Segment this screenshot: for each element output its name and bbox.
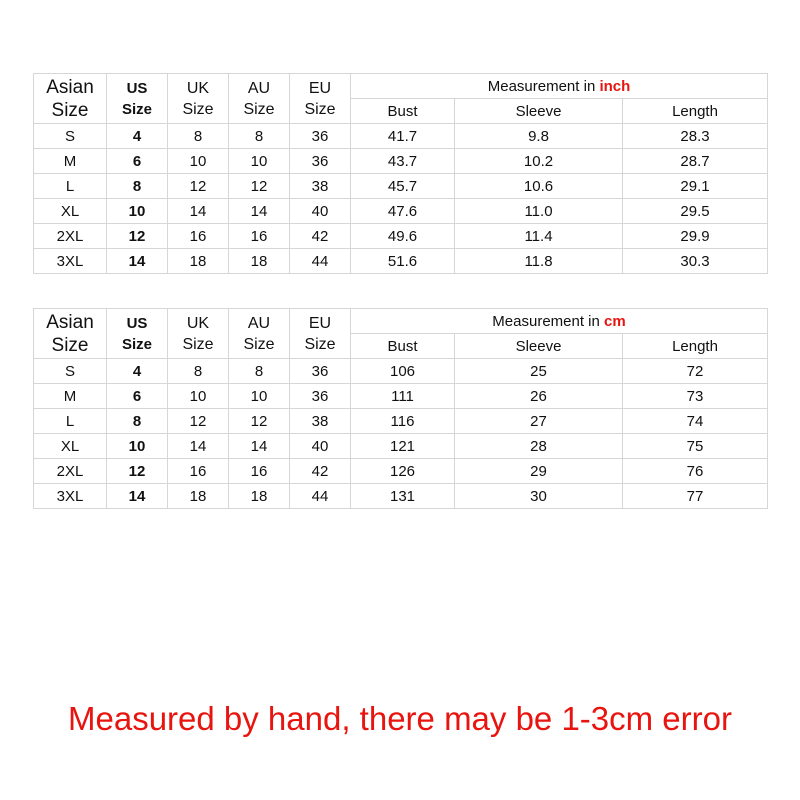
uk-size-header [168, 309, 229, 359]
bust-cell: 116 [351, 409, 455, 434]
au-size-cell: 18 [229, 249, 290, 274]
header-row [34, 74, 768, 99]
sleeve-cell: 10.2 [455, 149, 623, 174]
eu-size-cell: 36 [290, 149, 351, 174]
sleeve-cell: 11.4 [455, 224, 623, 249]
header-row [34, 309, 768, 334]
uk-size-cell: 12 [168, 174, 229, 199]
table-row [34, 149, 768, 174]
us-size-header [107, 74, 168, 124]
length-cell: 73 [623, 384, 768, 409]
bust-cell: 45.7 [351, 174, 455, 199]
au-size-cell: 10 [229, 149, 290, 174]
sleeve-header: Sleeve [455, 334, 623, 359]
au-size-cell: 14 [229, 199, 290, 224]
bust-cell: 111 [351, 384, 455, 409]
sleeve-cell: 29 [455, 459, 623, 484]
size-chart-cm-body [34, 309, 768, 509]
au-size-header [229, 309, 290, 359]
au-size-cell: 16 [229, 459, 290, 484]
eu-size-cell: 38 [290, 409, 351, 434]
eu-size-cell: 38 [290, 174, 351, 199]
us-size-cell: 10 [107, 199, 168, 224]
length-cell: 74 [623, 409, 768, 434]
uk-size-cell: 18 [168, 249, 229, 274]
us-size-cell: 14 [107, 484, 168, 509]
au-size-cell: 8 [229, 124, 290, 149]
bust-cell: 43.7 [351, 149, 455, 174]
table-row [34, 124, 768, 149]
length-cell: 29.9 [623, 224, 768, 249]
uk-size-header-line1: UK [186, 314, 210, 332]
table-row [34, 484, 768, 509]
au-size-header-line1: AU [247, 314, 271, 332]
measurement-title [351, 74, 768, 99]
au-size-cell: 16 [229, 224, 290, 249]
bust-header: Bust [351, 99, 455, 124]
length-header: Length [623, 334, 768, 359]
eu-size-cell: 36 [290, 124, 351, 149]
eu-size-cell: 44 [290, 249, 351, 274]
length-cell: 76 [623, 459, 768, 484]
eu-size-header-line2: Size [304, 100, 336, 118]
uk-size-cell: 12 [168, 409, 229, 434]
sleeve-cell: 28 [455, 434, 623, 459]
au-size-cell: 18 [229, 484, 290, 509]
asian-size-header-line1: Asian [46, 311, 94, 333]
uk-size-cell: 16 [168, 224, 229, 249]
au-size-cell: 12 [229, 174, 290, 199]
asian-size-cell: M [34, 384, 107, 409]
length-cell: 29.5 [623, 199, 768, 224]
eu-size-header [290, 74, 351, 124]
asian-size-header-line2: Size [51, 99, 89, 121]
uk-size-header-line2: Size [182, 335, 214, 353]
au-size-cell: 14 [229, 434, 290, 459]
au-size-header [229, 74, 290, 124]
us-size-cell: 14 [107, 249, 168, 274]
table-row [34, 224, 768, 249]
uk-size-cell: 8 [168, 124, 229, 149]
bust-cell: 106 [351, 359, 455, 384]
bust-cell: 126 [351, 459, 455, 484]
sleeve-cell: 10.6 [455, 174, 623, 199]
asian-size-cell: M [34, 149, 107, 174]
sleeve-cell: 25 [455, 359, 623, 384]
size-chart-inch-body [34, 74, 768, 274]
us-size-header-line1: US [126, 79, 148, 97]
length-cell: 28.7 [623, 149, 768, 174]
asian-size-cell: L [34, 174, 107, 199]
table-row [34, 459, 768, 484]
table-row [34, 249, 768, 274]
eu-size-cell: 36 [290, 359, 351, 384]
us-size-cell: 8 [107, 409, 168, 434]
measurement-title [351, 309, 768, 334]
length-header: Length [623, 99, 768, 124]
eu-size-header [290, 309, 351, 359]
us-size-header [107, 309, 168, 359]
measurement-unit: inch [599, 77, 631, 95]
eu-size-cell: 42 [290, 459, 351, 484]
sleeve-cell: 30 [455, 484, 623, 509]
uk-size-cell: 14 [168, 199, 229, 224]
uk-size-header [168, 74, 229, 124]
asian-size-cell: XL [34, 199, 107, 224]
table-row [34, 384, 768, 409]
bust-cell: 51.6 [351, 249, 455, 274]
us-size-header-line2: Size [121, 100, 152, 118]
uk-size-cell: 14 [168, 434, 229, 459]
length-cell: 72 [623, 359, 768, 384]
sleeve-cell: 11.8 [455, 249, 623, 274]
eu-size-cell: 42 [290, 224, 351, 249]
uk-size-cell: 8 [168, 359, 229, 384]
asian-size-header [34, 74, 107, 124]
size-chart-inch [33, 73, 768, 274]
table-row [34, 199, 768, 224]
au-size-cell: 8 [229, 359, 290, 384]
us-size-cell: 4 [107, 359, 168, 384]
eu-size-header-line2: Size [304, 335, 336, 353]
us-size-header-line2: Size [121, 335, 152, 353]
eu-size-cell: 40 [290, 199, 351, 224]
bust-cell: 41.7 [351, 124, 455, 149]
au-size-header-line2: Size [243, 100, 275, 118]
us-size-cell: 10 [107, 434, 168, 459]
bust-cell: 49.6 [351, 224, 455, 249]
us-size-cell: 8 [107, 174, 168, 199]
asian-size-cell: 3XL [34, 484, 107, 509]
us-size-cell: 6 [107, 384, 168, 409]
bust-header: Bust [351, 334, 455, 359]
uk-size-cell: 10 [168, 149, 229, 174]
table-row [34, 409, 768, 434]
asian-size-cell: 3XL [34, 249, 107, 274]
uk-size-header-line2: Size [182, 100, 214, 118]
us-size-cell: 6 [107, 149, 168, 174]
eu-size-cell: 36 [290, 384, 351, 409]
length-cell: 30.3 [623, 249, 768, 274]
uk-size-cell: 16 [168, 459, 229, 484]
measurement-disclaimer: Measured by hand, there may be 1-3cm error [68, 700, 732, 737]
asian-size-cell: S [34, 359, 107, 384]
asian-size-cell: 2XL [34, 224, 107, 249]
size-chart-cm [33, 308, 768, 509]
au-size-header-line2: Size [243, 335, 275, 353]
length-cell: 77 [623, 484, 768, 509]
table-row [34, 359, 768, 384]
eu-size-cell: 40 [290, 434, 351, 459]
asian-size-header-line2: Size [51, 334, 89, 356]
eu-size-header-line1: EU [308, 314, 332, 332]
asian-size-cell: 2XL [34, 459, 107, 484]
uk-size-header-line1: UK [186, 79, 210, 97]
bust-cell: 47.6 [351, 199, 455, 224]
asian-size-header [34, 309, 107, 359]
asian-size-cell: L [34, 409, 107, 434]
length-cell: 29.1 [623, 174, 768, 199]
sleeve-cell: 26 [455, 384, 623, 409]
us-size-cell: 12 [107, 224, 168, 249]
bust-cell: 131 [351, 484, 455, 509]
sleeve-cell: 9.8 [455, 124, 623, 149]
eu-size-header-line1: EU [308, 79, 332, 97]
sleeve-cell: 27 [455, 409, 623, 434]
asian-size-header-line1: Asian [46, 76, 94, 98]
measurement-title-prefix: Measurement in [492, 312, 605, 330]
measurement-title-prefix: Measurement in [487, 77, 600, 95]
us-size-cell: 12 [107, 459, 168, 484]
us-size-cell: 4 [107, 124, 168, 149]
sleeve-cell: 11.0 [455, 199, 623, 224]
measurement-unit: cm [604, 312, 626, 330]
bust-cell: 121 [351, 434, 455, 459]
uk-size-cell: 18 [168, 484, 229, 509]
uk-size-cell: 10 [168, 384, 229, 409]
au-size-cell: 10 [229, 384, 290, 409]
eu-size-cell: 44 [290, 484, 351, 509]
us-size-header-line1: US [126, 314, 148, 332]
au-size-header-line1: AU [247, 79, 271, 97]
asian-size-cell: XL [34, 434, 107, 459]
table-row [34, 174, 768, 199]
asian-size-cell: S [34, 124, 107, 149]
length-cell: 75 [623, 434, 768, 459]
au-size-cell: 12 [229, 409, 290, 434]
table-row [34, 434, 768, 459]
length-cell: 28.3 [623, 124, 768, 149]
sleeve-header: Sleeve [455, 99, 623, 124]
